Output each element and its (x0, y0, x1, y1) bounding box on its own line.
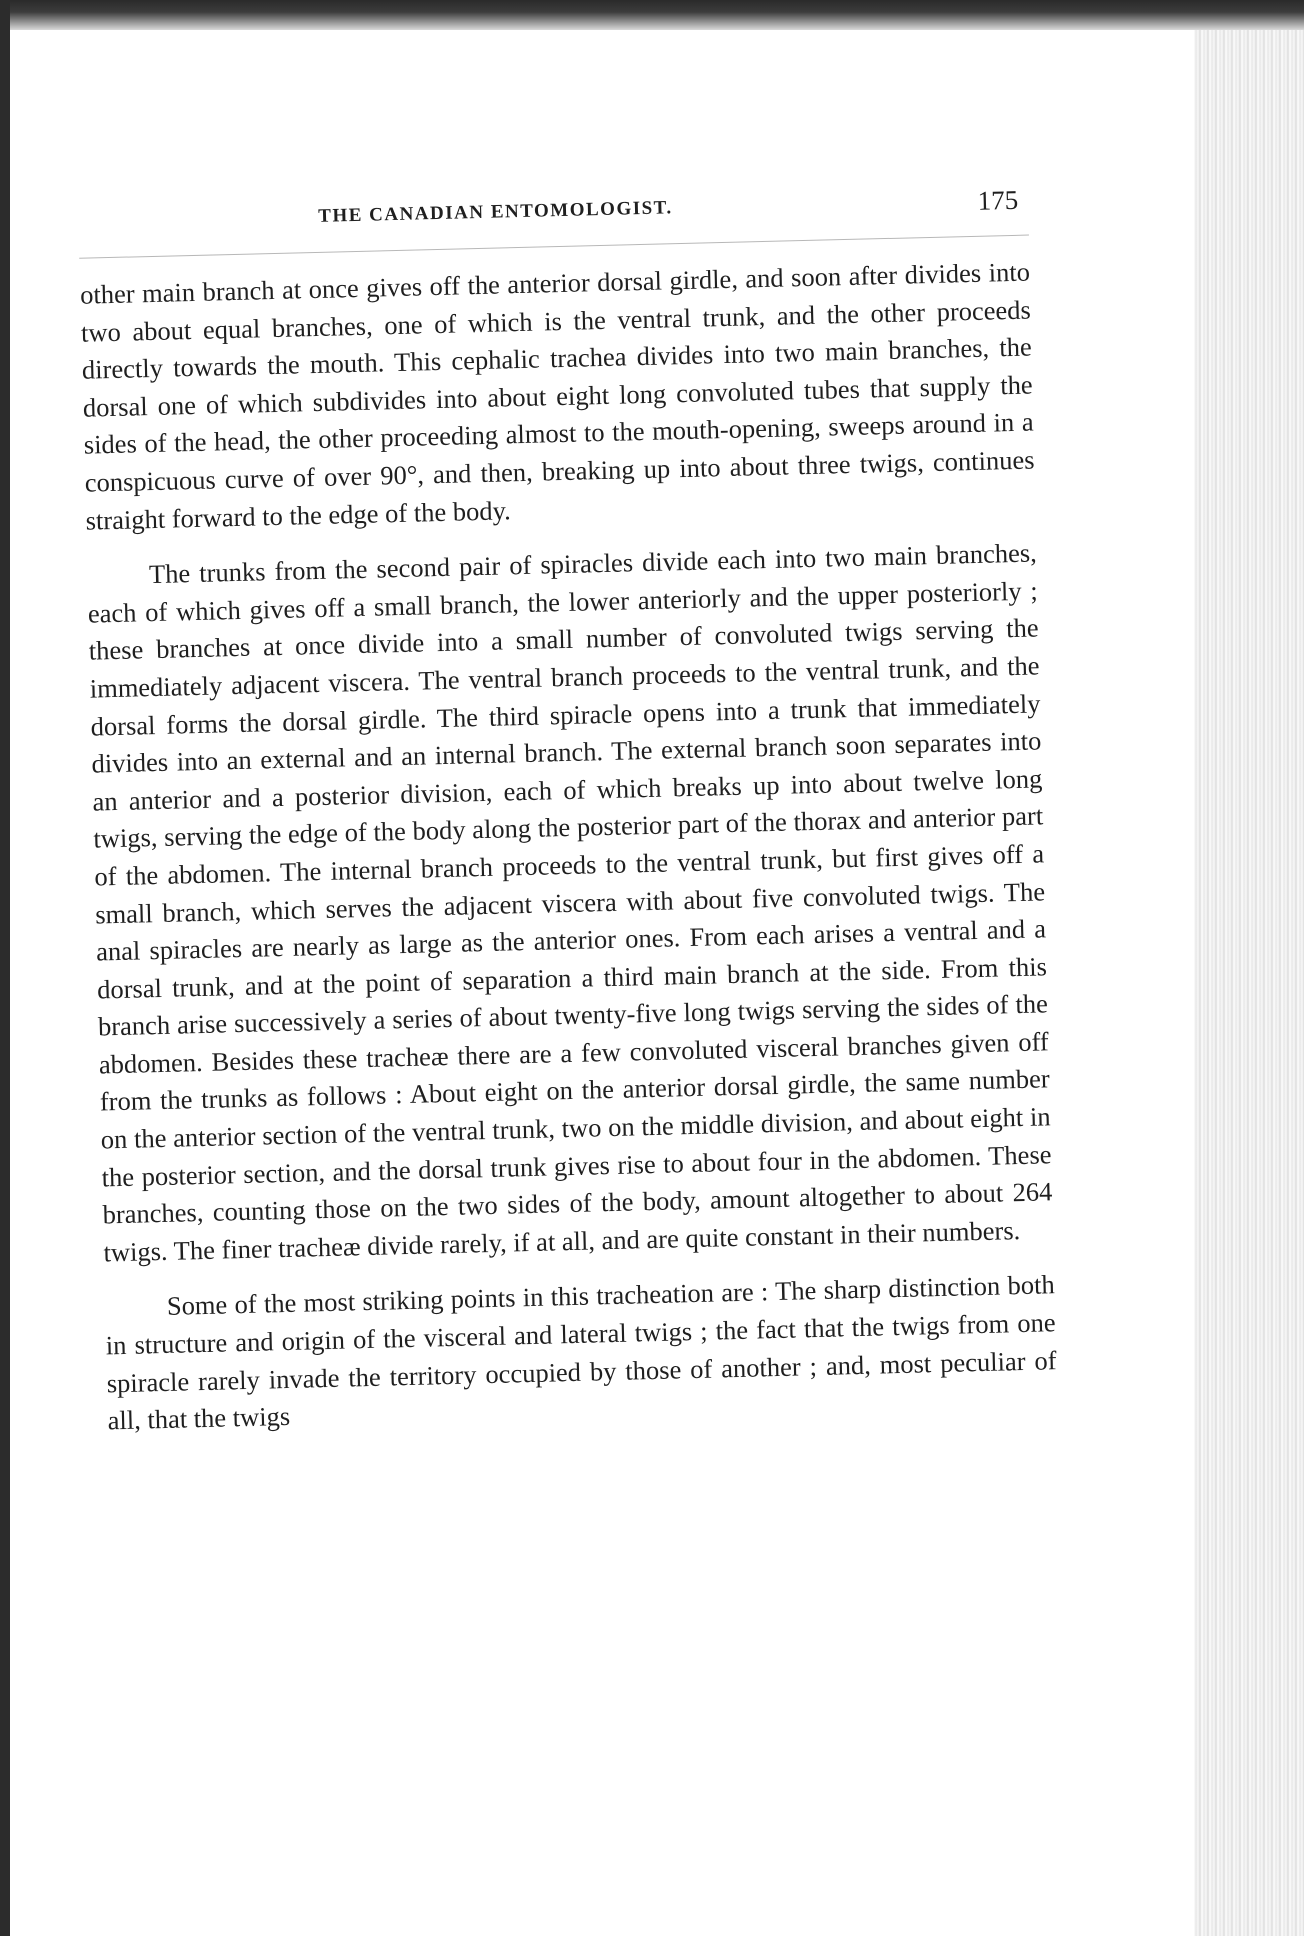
paragraph-striking-points: Some of the most striking points in this tracheation are : The sharp distinction both in structure and origin of the visceral and lateral twigs ; the fact that the twigs from one spiracle rarely invade the territory occupied by those of another ; and, most peculiar of all, that the twigs (105, 1269, 1057, 1436)
journal-title: THE CANADIAN ENTOMOLOGIST. (318, 197, 673, 227)
running-head (78, 179, 1029, 252)
scan-top-shadow (0, 0, 1304, 30)
paragraph-spiracle-trunks: The trunks from the second pair of spiracles divide each into two main branches, each of which gives off a small branch, the lower anteriorly and the upper posteriorly ; these branches at once divide into a small number of convoluted twigs serving the immediately adjacent viscera. The ventral branch proceeds to the ventral trunk, and the dorsal forms the dorsal girdle. The third spiracle opens into a trunk that immediately divides into an external and an internal branch. The external branch soon separates into an anterior and a posterior division, each of which breaks up into about twelve long twigs, serving the edge of the body along the posterior part of the thorax and anterior part of the abdomen. The internal branch proceeds to the ventral trunk, but first gives off a small branch, which serves the adjacent viscera with about five convoluted twigs. The anal spiracles are nearly as large as the anterior ones. From each arises a ventral and a dorsal trunk, and at the point of separation a third main branch at the side. From this branch arise successively a series of about twenty-five long twigs serving the sides of the abdomen. Besides these tracheæ there are a few convoluted visceral branches given off from the trunks as follows : About eight on the anterior dorsal girdle, the same number on the anterior section of the ventral trunk, two on the middle division, and about eight in the posterior section, and the dorsal trunk gives rise to about four in the abdomen. These branches, counting those on the two sides of the body, amount altogether to about 264 twigs. The finer tracheæ divide rarely, if at all, and are quite constant in their numbers. (87, 537, 1053, 1268)
page-number: 175 (977, 184, 1019, 216)
scan-left-edge (0, 0, 10, 1936)
paragraph-continuation: other main branch at once gives off the anterior dorsal girdle, and soon after divides into two about equal branches, one of which is the ventral trunk, and the other proceeds directly towards the mouth. This cephalic trachea divides into two main branches, the dorsal one of which subdivides into about eight long convoluted tubes that supply the sides of the head, the other proceeding almost to the mouth-opening, sweeps around in a conspicuous curve of over 90°, and then, breaking up into about three twigs, continues straight forward to the edge of the body. (79, 256, 1035, 536)
book-page-edges (1194, 30, 1304, 1936)
book-page (78, 179, 1058, 1459)
